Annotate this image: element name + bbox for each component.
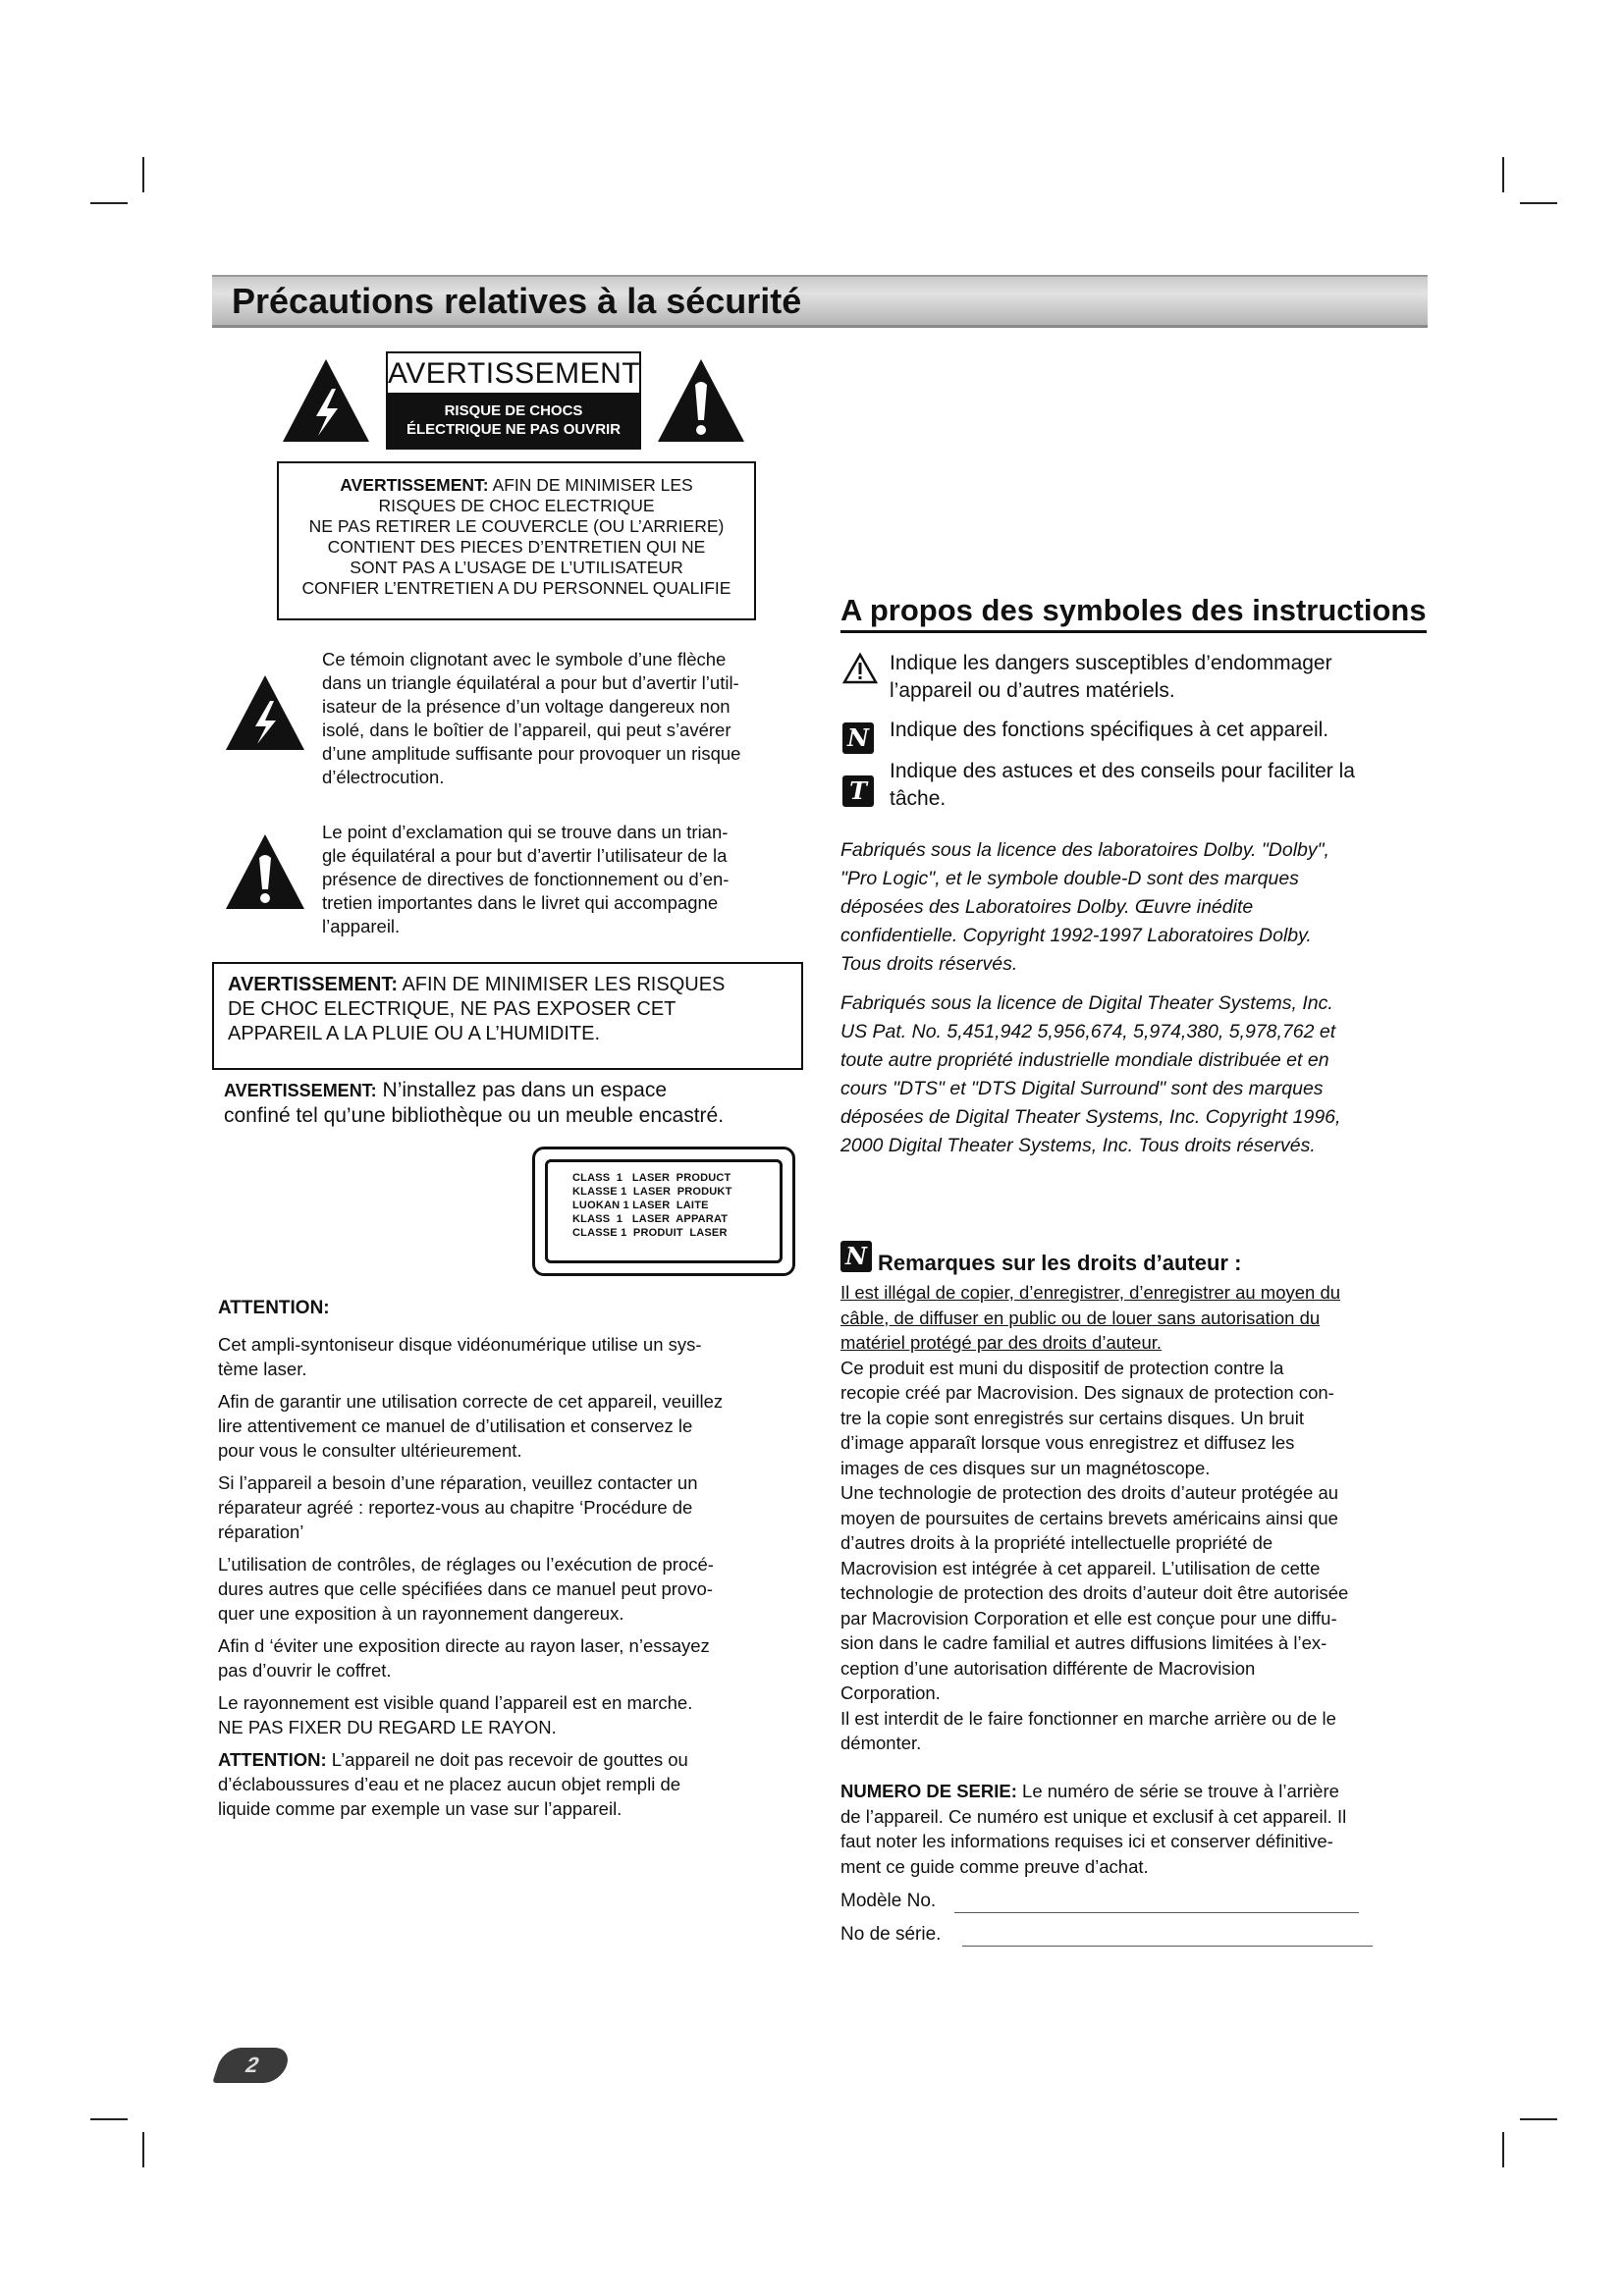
model-number-label: Modèle No.: [840, 1891, 937, 1911]
warning-label: [386, 351, 641, 450]
text-line: présence de directives de fonctionnement ou d’en-: [322, 869, 730, 889]
serial-lead: NUMERO DE SERIE:: [840, 1781, 1017, 1801]
page-title: Précautions relatives à la sécurité: [232, 281, 802, 321]
text-line: réparateur agréé : reportez-vous au chapitre ‘Procédure de: [218, 1497, 693, 1518]
shock-warning-text: CONFIER L’ENTRETIEN A DU PERSONNEL QUALIFIE: [301, 578, 731, 598]
text-line: images de ces disques sur un magnétoscope.: [840, 1457, 1211, 1478]
text-line: Corporation.: [840, 1682, 941, 1703]
exclamation-warning-icon: [656, 355, 746, 444]
text-line: Une technologie de protection des droits d’auteur protégée au: [840, 1482, 1339, 1503]
text-line: Macrovision est intégrée à cet appareil. L’utilisation de cette: [840, 1557, 1321, 1578]
copyright-body: [840, 1280, 1430, 1756]
text-line: matériel protégé par des droits d’auteur.: [840, 1332, 1163, 1353]
text-line: isateur de la présence d’un voltage dangereux non: [322, 696, 731, 717]
text-line: ment ce guide comme preuve d’achat.: [840, 1855, 1149, 1877]
text-line: par Macrovision Corporation et elle est conçue pour une diffu-: [840, 1607, 1337, 1629]
text-line: Cet ampli-syntoniseur disque vidéonumérique utilise un sys-: [218, 1334, 702, 1355]
text-line: NE PAS FIXER DU REGARD LE RAYON.: [218, 1717, 557, 1737]
text-line: d’une amplitude suffisante pour provoquer un risque: [322, 743, 741, 764]
dolby-notice: [840, 836, 1430, 979]
crop-mark: [1502, 157, 1504, 192]
caution-icon: [842, 652, 878, 685]
install-warning-lead: AVERTISSEMENT:: [224, 1081, 377, 1100]
note-icon: N: [842, 722, 874, 754]
model-number-field[interactable]: [954, 1912, 1359, 1913]
text-line: moyen de poursuites de certains brevets américains ainsi que: [840, 1507, 1338, 1528]
text-line: Fabriqués sous la licence de Digital Theater Systems, Inc.: [840, 992, 1333, 1014]
warning-label-sub-line: RISQUE DE CHOCS: [444, 402, 583, 419]
attention-section: [218, 1296, 807, 1821]
shock-warning-text: SONT PAS A L’USAGE DE L’UTILISATEUR: [350, 558, 683, 577]
crop-mark: [142, 157, 144, 192]
text-line: Tous droits réservés.: [840, 953, 1018, 975]
text-line: lire attentivement ce manuel de d’utilisation et conservez le: [218, 1415, 693, 1436]
laser-product-label: [532, 1147, 795, 1276]
text-line: tème laser.: [218, 1359, 307, 1379]
attention-paragraph: [218, 1552, 807, 1626]
serial-number-label: No de série.: [840, 1924, 942, 1945]
crop-mark: [1520, 202, 1557, 204]
text-line: d’électrocution.: [322, 767, 445, 787]
shock-warning-text: CONTIENT DES PIECES D’ENTRETIEN QUI NE: [327, 537, 706, 557]
attention-paragraph: [218, 1747, 807, 1821]
attention-paragraph: [218, 1389, 807, 1463]
attention-paragraph: [218, 1470, 807, 1544]
text-line: dures autres que celle spécifiées dans ce manuel peut provo-: [218, 1578, 713, 1599]
text-line: Ce témoin clignotant avec le symbole d’une flèche: [322, 649, 727, 669]
text-line: démonter.: [840, 1733, 922, 1753]
install-warning: [224, 1078, 813, 1129]
exclamation-explanation: [322, 821, 813, 938]
warning-label-sub: [388, 393, 639, 448]
exclamation-symbol-icon: [224, 830, 306, 913]
text-line: quer une exposition à un rayonnement dangereux.: [218, 1603, 624, 1624]
text-line: tre la copie sont enregistrés sur certains disques. Un bruit: [840, 1407, 1304, 1428]
shock-warning-text: NE PAS RETIRER LE COUVERCLE (OU L’ARRIERE): [308, 516, 725, 536]
text-line: faut noter les informations requises ici et conserver définitive-: [840, 1831, 1333, 1851]
attention-paragraph: [218, 1633, 807, 1682]
crop-mark: [90, 202, 128, 204]
text-line: liquide comme par exemple un vase sur l’appareil.: [218, 1798, 623, 1819]
attention-paragraph: [218, 1332, 807, 1381]
text-line: de l’appareil. Ce numéro est unique et exclusif à cet appareil. Il: [840, 1805, 1347, 1827]
text-line: Il est illégal de copier, d’enregistrer, d’enregistrer au moyen du: [840, 1282, 1341, 1303]
text-line: L’appareil ne doit pas recevoir de gouttes ou: [326, 1749, 688, 1770]
lightning-explanation: [322, 648, 813, 789]
copyright-note-icon: N: [840, 1241, 872, 1272]
text-line: tâche.: [890, 787, 947, 810]
symbols-section-title: A propos des symboles des instructions: [840, 593, 1427, 633]
text-line: pas d’ouvrir le coffret.: [218, 1660, 392, 1681]
text-line: Afin d ‘éviter une exposition directe au rayon laser, n’essayez: [218, 1635, 710, 1656]
title-bar: [212, 275, 1428, 328]
text-line: câble, de diffuser en public ou de louer sans autorisation du: [840, 1307, 1321, 1328]
rain-warning-text: DE CHOC ELECTRIQUE, NE PAS EXPOSER CET: [228, 998, 677, 1020]
text-line: déposées de Digital Theater Systems, Inc. Copyright 1996,: [840, 1106, 1341, 1128]
text-line: Le rayonnement est visible quand l’appareil est en marche.: [218, 1692, 693, 1713]
dts-notice: [840, 989, 1430, 1160]
text-line: recopie créé par Macrovision. Des signaux de protection con-: [840, 1382, 1334, 1403]
text-line: Afin de garantir une utilisation correcte de cet appareil, veuillez: [218, 1391, 724, 1412]
text-line: d’autres droits à la propriété intellectuelle propriété de: [840, 1532, 1273, 1553]
serial-number-field[interactable]: [962, 1946, 1373, 1947]
text-line: 2000 Digital Theater Systems, Inc. Tous droits réservés.: [840, 1135, 1316, 1156]
symbol-tip-text: [890, 758, 1432, 813]
shock-warning-text: AFIN DE MINIMISER LES: [488, 475, 693, 495]
text-line: gle équilatéral a pour but d’avertir l’utilisateur de la: [322, 845, 728, 866]
rain-warning-lead: AVERTISSEMENT:: [228, 974, 398, 995]
text-line: l’appareil ou d’autres matériels.: [890, 679, 1175, 702]
tip-icon: T: [842, 775, 874, 807]
text-line: toute autre propriété industrielle mondiale distribuée et en: [840, 1049, 1329, 1071]
rain-warning-box: [212, 962, 803, 1070]
text-line: d’image apparaît lorsque vous enregistrez et diffusez les: [840, 1432, 1295, 1453]
text-line: Fabriqués sous la licence des laboratoires Dolby. "Dolby",: [840, 839, 1329, 861]
text-line: L’utilisation de contrôles, de réglages ou l’exécution de procé-: [218, 1554, 714, 1575]
text-line: cours "DTS" et "DTS Digital Surround" sont des marques: [840, 1078, 1324, 1099]
install-warning-text: confiné tel qu’une bibliothèque ou un meuble encastré.: [224, 1104, 725, 1127]
text-line: technologie de protection des droits d’auteur doit être autorisée: [840, 1582, 1349, 1603]
install-warning-text: N’installez pas dans un espace: [376, 1079, 668, 1101]
rain-warning-text: APPAREIL A LA PLUIE OU A L’HUMIDITE.: [228, 1023, 601, 1044]
text-line: confidentielle. Copyright 1992-1997 Laboratoires Dolby.: [840, 925, 1312, 946]
lightning-warning-icon: [281, 355, 371, 444]
text-line: Indique des astuces et des conseils pour faciliter la: [890, 760, 1355, 782]
text-line: Si l’appareil a besoin d’une réparation, veuillez contacter un: [218, 1472, 698, 1493]
serial-section: [840, 1779, 1430, 1879]
attention-heading: ATTENTION:: [218, 1298, 330, 1318]
text-line: Le numéro de série se trouve à l’arrière: [1016, 1781, 1339, 1801]
text-line: Ce produit est muni du dispositif de protection contre la: [840, 1357, 1284, 1378]
symbol-note-text: Indique des fonctions spécifiques à cet appareil.: [890, 719, 1329, 741]
text-line: pour vous le consulter ultérieurement.: [218, 1440, 522, 1461]
text-line: Le point d’exclamation qui se trouve dans un trian-: [322, 822, 729, 842]
text-line: ception d’une autorisation différente de Macrovision: [840, 1657, 1256, 1679]
text-line: déposées des Laboratoires Dolby. Œuvre inédite: [840, 896, 1254, 918]
text-line: "Pro Logic", et le symbole double-D sont des marques: [840, 868, 1299, 889]
text-line: dans un triangle équilatéral a pour but d’avertir l’util-: [322, 672, 739, 693]
symbol-danger-text: [890, 650, 1432, 705]
text-line: tretien importantes dans le livret qui accompagne: [322, 892, 719, 913]
crop-mark: [1502, 2132, 1504, 2167]
warning-label-heading: AVERTISSEMENT: [388, 357, 641, 390]
text-line: réparation’: [218, 1522, 304, 1542]
text-line: Indique les dangers susceptibles d’endommager: [890, 652, 1332, 674]
crop-mark: [1520, 2118, 1557, 2120]
text-line: Il est interdit de le faire fonctionner en marche arrière ou de le: [840, 1707, 1336, 1729]
laser-label-text: CLASS 1 LASER PRODUCT KLASSE 1 LASER PRODUKT LUOKAN 1 LASER LAITE KLASS 1 LASER APPARAT CLASSE 1 PRODUIT LASER: [572, 1172, 732, 1239]
warning-label-sub-line: ÉLECTRIQUE NE PAS OUVRIR: [406, 421, 622, 438]
text-line: d’éclaboussures d’eau et ne placez aucun objet rempli de: [218, 1774, 681, 1794]
page-number: 2: [212, 2048, 293, 2083]
shock-warning-lead: AVERTISSEMENT:: [340, 475, 489, 495]
lightning-symbol-icon: [224, 671, 306, 754]
attention-paragraph: [218, 1690, 807, 1739]
crop-mark: [142, 2132, 144, 2167]
text-line: US Pat. No. 5,451,942 5,956,674, 5,974,380, 5,978,762 et: [840, 1021, 1336, 1042]
attention-lead: ATTENTION:: [218, 1749, 327, 1770]
crop-mark: [90, 2118, 128, 2120]
text-line: sion dans le cadre familial et autres diffusions limitées à l’ex-: [840, 1632, 1327, 1653]
text-line: l’appareil.: [322, 916, 401, 936]
copyright-heading: Remarques sur les droits d’auteur :: [878, 1251, 1242, 1275]
rain-warning-text: AFIN DE MINIMISER LES RISQUES: [397, 974, 726, 995]
text-line: isolé, dans le boîtier de l’appareil, qui peut s’avérer: [322, 720, 731, 740]
shock-warning-text: RISQUES DE CHOC ELECTRIQUE: [378, 496, 655, 515]
shock-warning-box: [277, 461, 756, 620]
